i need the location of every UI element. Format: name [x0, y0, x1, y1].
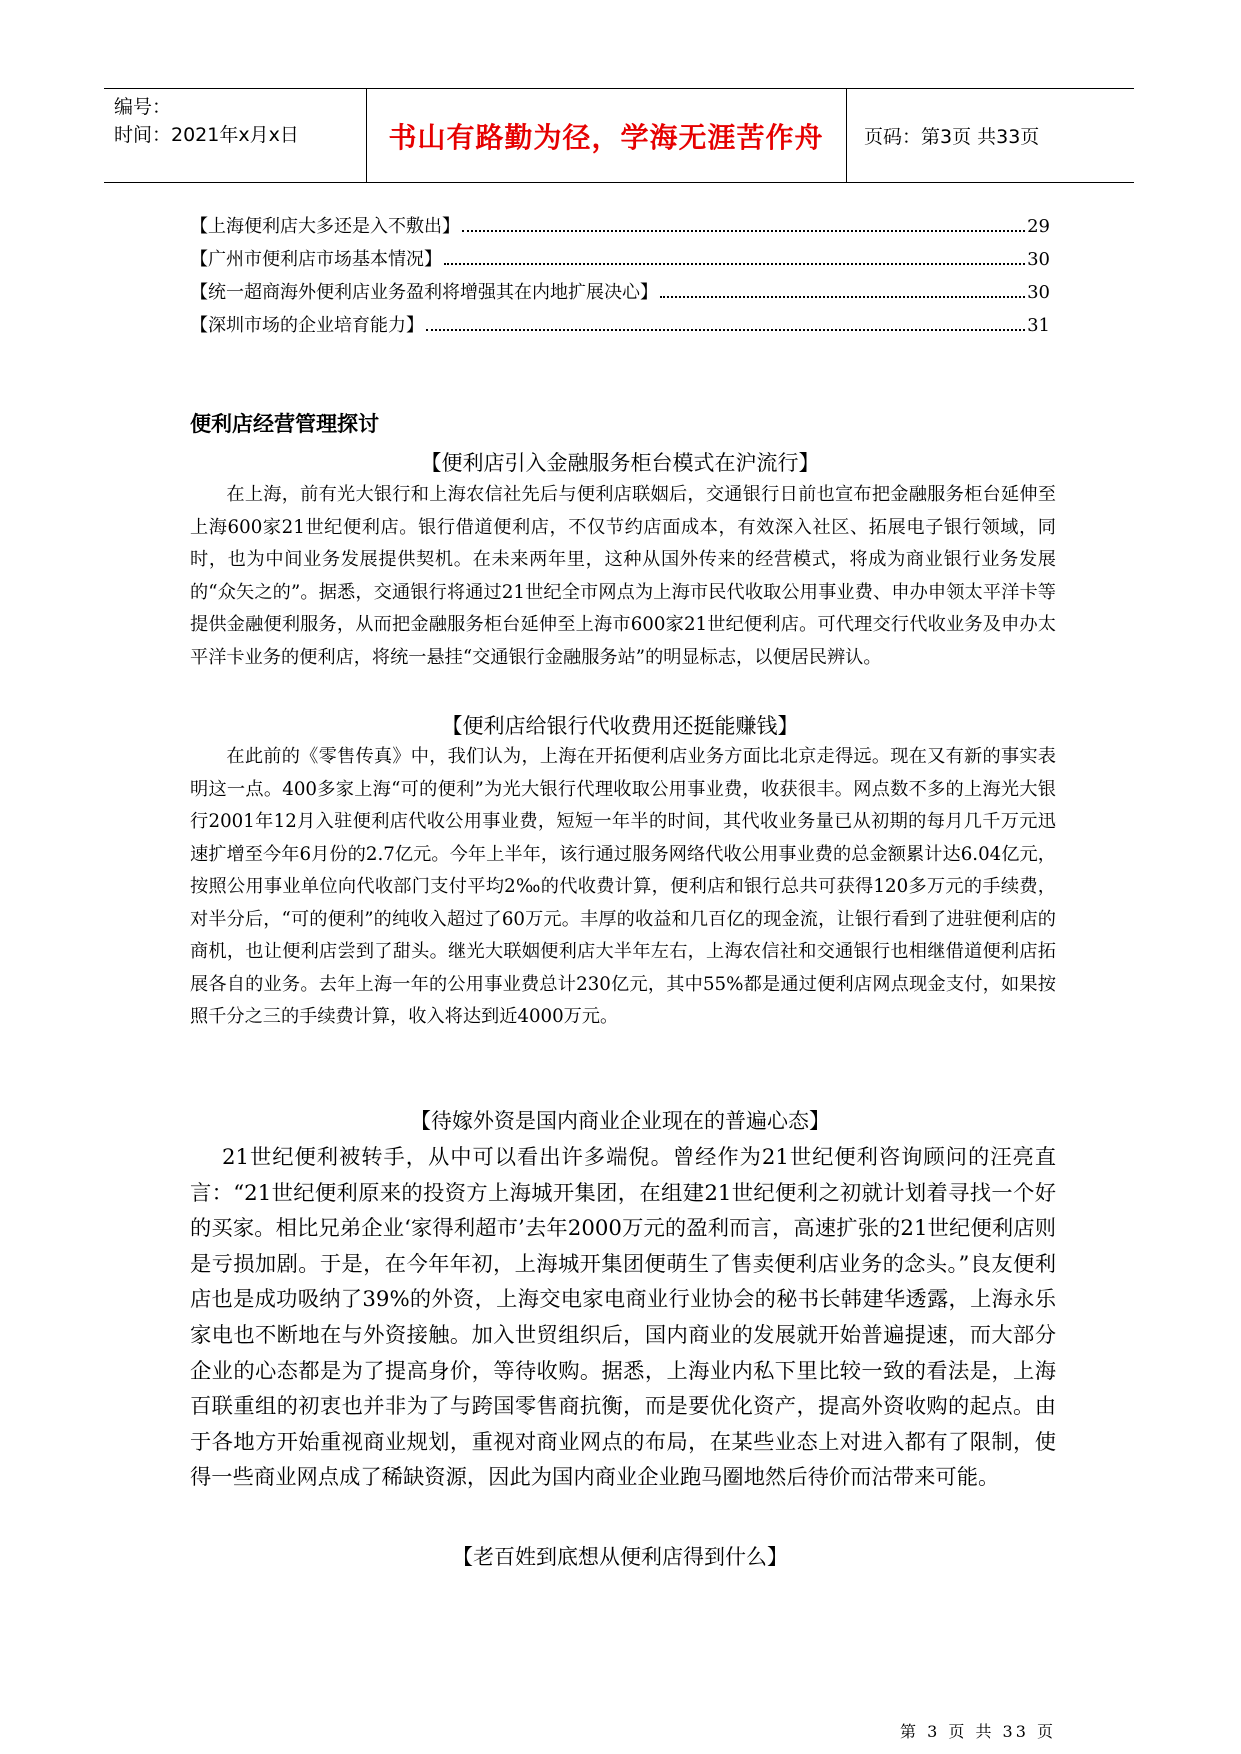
- toc-entry[interactable]: [190, 245, 1050, 278]
- section-title: 便利店经营管理探讨: [190, 412, 379, 436]
- article-title: 【待嫁外资是国内商业企业现在的普遍心态】: [410, 1109, 830, 1133]
- page-header: [104, 88, 1134, 183]
- toc-leader-dots: [444, 263, 1025, 265]
- article-body: 在上海，前有光大银行和上海农信社先后与便利店联姻后，交通银行日前也宣布把金融服务柜台延伸至上海600家21世纪便利店。银行借道便利店，不仅节约店面成本，有效深入社区、拓展电子银行领域，同时，也为中间业务发展提供契机。在未来两年里，这种从国外传来的经营模式，将成为商业银行业务发展的“众矢之的”。据悉，交通银行将通过21世纪全市网点为上海市民代收取公用事业费、申办申领太平洋卡等提供金融便利服务，从而把金融服务柜台延伸至上海市600家21世纪便利店。可代理交行代收业务及申办太平洋卡业务的便利店，将统一悬挂“交通银行金融服务站”的明显标志，以便居民辨认。: [190, 484, 1056, 668]
- header-motto: 书山有路勤为径，学海无涯苦作舟: [388, 120, 824, 154]
- article-body: 21世纪便利被转手，从中可以看出许多端倪。曾经作为21世纪便利咨询顾问的汪亮直言：“21世纪便利原来的投资方上海城开集团，在组建21世纪便利之初就计划着寻找一个好的买家。相比兄弟企业‘家得利超市’去年2000万元的盈利而言，高速扩张的21世纪便利店则是亏损加剧。于是，在今年年初，上海城开集团便萌生了售卖便利店业务的念头。”良友便利店也是成功吸纳了39%的外资，上海交电家电商业行业协会的秘书长韩建华透露，上海永乐家电也不断地在与外资接触。加入世贸组织后，国内商业的发展就开始普遍提速，而大部分企业的心态都是为了提高身价，等待收购。据悉，上海业内私下里比较一致的看法是，上海百联重组的初衷也并非为了与跨国零售商抗衡，而是要优化资产，提高外资收购的起点。由于各地方开始重视商业规划，重视对商业网点的布局，在某些业态上对进入都有了限制，使得一些商业网点成了稀缺资源，因此为国内商业企业跑马圈地然后待价而沽带来可能。: [190, 1145, 1056, 1491]
- toc-leader-dots: [426, 329, 1025, 331]
- toc-entry-title: 【广州市便利店市场基本情况】: [190, 249, 442, 270]
- document-time: 时间：2021年x月x日: [114, 124, 299, 146]
- toc-entry-page: 29: [1027, 216, 1050, 237]
- article-title: 【便利店引入金融服务柜台模式在沪流行】: [420, 451, 820, 475]
- toc-entry-page: 30: [1027, 249, 1050, 270]
- toc-entry-title: 【深圳市场的企业培育能力】: [190, 315, 424, 336]
- article-body: 在此前的《零售传真》中，我们认为，上海在开拓便利店业务方面比北京走得远。现在又有新的事实表明这一点。400多家上海“可的便利”为光大银行代理收取公用事业费，收获很丰。网点数不多的上海光大银行2001年12月入驻便利店代收公用事业费，短短一年半的时间，其代收业务量已从初期的每月几千万元迅速扩增至今年6月份的2.7亿元。今年上半年，该行通过服务网络代收公用事业费的总金额累计达6.04亿元，按照公用事业单位向代收部门支付平均2‰的代收费计算，便利店和银行总共可获得120多万元的手续费，对半分后，“可的便利”的纯收入超过了60万元。丰厚的收益和几百亿的现金流，让银行看到了进驻便利店的商机，也让便利店尝到了甜头。继光大联姻便利店大半年左右，上海农信社和交通银行也相继借道便利店拓展各自的业务。去年上海一年的公用事业费总计230亿元，其中55%都是通过便利店网点现金支付，如果按照千分之三的手续费计算，收入将达到近4000万元。: [190, 746, 1056, 1027]
- article-title: 【便利店给银行代收费用还挺能赚钱】: [441, 714, 799, 738]
- toc-entry-page: 30: [1027, 282, 1050, 303]
- toc-entry-page: 31: [1027, 315, 1050, 336]
- page-footer: 第 3 页 共 33 页: [900, 1722, 1056, 1741]
- article-title: 【老百姓到底想从便利店得到什么】: [452, 1545, 788, 1569]
- toc-leader-dots: [660, 296, 1025, 298]
- toc-leader-dots: [462, 230, 1025, 232]
- toc-entry-title: 【上海便利店大多还是入不敷出】: [190, 216, 460, 237]
- toc-entry-title: 【统一超商海外便利店业务盈利将增强其在内地扩展决心】: [190, 282, 658, 303]
- header-meta: [114, 93, 364, 149]
- table-of-contents: [190, 212, 1050, 344]
- document-number-label: 编号：: [114, 96, 172, 118]
- toc-entry[interactable]: [190, 212, 1050, 245]
- toc-entry[interactable]: [190, 278, 1050, 311]
- header-page-info: 页码：第3页 共33页: [864, 126, 1040, 148]
- toc-entry[interactable]: [190, 311, 1050, 344]
- header-divider: [846, 89, 847, 182]
